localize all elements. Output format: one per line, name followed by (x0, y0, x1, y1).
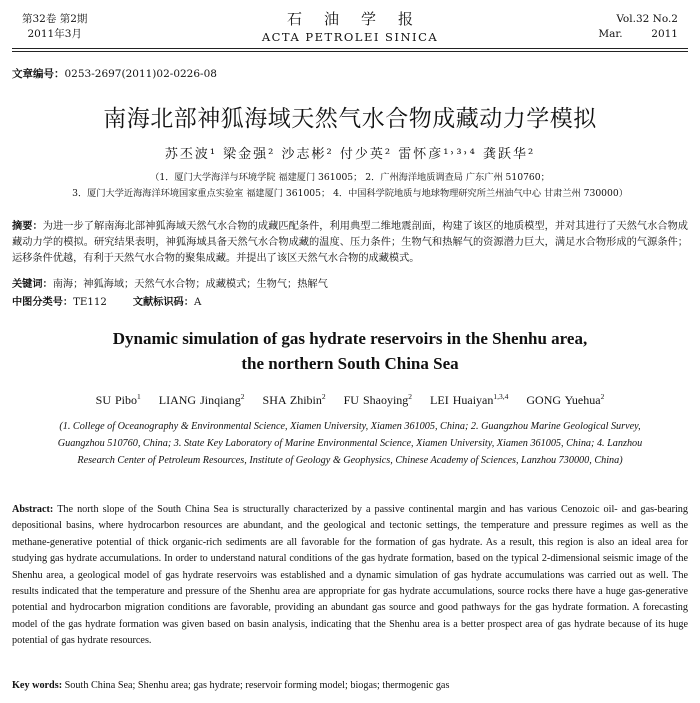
month-en: Mar. (598, 28, 623, 40)
keywords-cn (12, 275, 688, 290)
abstract-cn (12, 218, 688, 267)
header-rule-thin (12, 51, 688, 52)
author-name: SU Pibo (95, 393, 138, 407)
date-cn: 2011年3月 (27, 28, 82, 40)
abstract-cn-text: 为进一步了解南海北部神狐海域天然气水合物的成藏匹配条件，利用典型二维地震剖面，构建了该区的地质模型，并对其进行了天然气水合物成藏动力学的模拟。研究结果表明，神狐海域具备天然气水合物成藏的温度、压力条件；生物气和热解气的资源潜力巨大，满足水合物形成的气源条件；运移条件优越，有利于天然气水合物的聚集成藏。并提出了该区天然气水合物的成藏模式。 (12, 221, 688, 264)
issue-info-en (598, 12, 678, 42)
author-name: SHA Zhibin (262, 393, 322, 407)
authors-en (0, 392, 700, 408)
abstract-en-text: The north slope of the South China Sea is structurally characterized by a passive continental margin and has various Cenozoic oil- and gas-bearing depositional basins, where hydrocarbon resources are abundant, and the geological and tectonic settings, the temperature and pressure regimes as well as the methane-generative potential of thick organic-rich sediments are all favorable for the formation of gas hydrate. As a result, this region is also an ideal area for studying gas hydrate accumulations. In order to understand natural conditions of the gas hydrate formation, based on the typical 2-dimensional seismic image of the Shenhu area, a geological model of gas hydrate reservoirs was established and a dynamic simulation of gas hydrate accumulations was carried out as well. The results indicated that the temperature and pressure of the Shenhu area are appropriate for gas hydrate accumulations, source rocks there have a huge gas-generative potential and hydrocarbon migration conditions are favorable, providing an abundant gas source and good pathways for the gas hydrate formation. A forecasting model of the gas hydrate formation was given based on basin analysis, indicating that the Shenhu area is a better prospect area of gas hydrate because of its huge potential of gas hydrate resources. (12, 504, 688, 647)
keywords-en-label: Key words: (12, 680, 63, 691)
author-name: LIANG Jinqiang (158, 393, 241, 407)
journal-header (12, 10, 688, 46)
header-rule-thick (12, 48, 688, 49)
author-sup: 2 (408, 392, 413, 401)
author-en (344, 392, 412, 408)
journal-name-en: ACTA PETROLEI SINICA (261, 30, 439, 44)
clc-value: TE112 (73, 297, 107, 308)
abstract-en-label: Abstract: (12, 504, 54, 515)
keywords-cn-text: 南海；神狐海域；天然气水合物；成藏模式；生物气；热解气 (52, 279, 328, 290)
author-name: FU Shaoying (343, 393, 409, 407)
article-number-label: 文章编号： (12, 68, 65, 80)
title-en (0, 326, 700, 376)
date-en (598, 27, 678, 42)
author-en (430, 392, 508, 408)
article-number-value: 0253-2697(2011)02-0226-08 (64, 68, 217, 80)
volume-issue-en: Vol.32 No.2 (616, 13, 678, 25)
doc-code-label: 文献标识码： (132, 296, 194, 308)
journal-name-cn: 石油学报 (286, 10, 435, 28)
author-sup: 2 (600, 392, 605, 401)
article-number (12, 66, 217, 81)
author-en (526, 392, 604, 408)
author-name: GONG Yuehua (526, 393, 601, 407)
author-sup: 1,3,4 (493, 392, 509, 401)
journal-name (12, 10, 688, 45)
author-sup: 1 (137, 392, 141, 401)
affiliation-cn-line1: （1．厦门大学海洋与环境学院 福建厦门 361005； 2．广州海洋地质调查局 广东广州 510760； (150, 172, 550, 183)
year-en: 2011 (651, 28, 678, 40)
affiliation-cn-line2: 3．厦门大学近海海洋环境国家重点实验室 福建厦门 361005； 4．中国科学院地质与地球物理研究所兰州油气中心 甘肃兰州 730000） (72, 188, 628, 199)
keywords-en (12, 680, 688, 691)
title-en-line2: the northern South China Sea (241, 354, 459, 373)
author-en (96, 392, 141, 408)
author-name: LEI Huaiyan (430, 393, 494, 407)
author-sup: 2 (321, 392, 326, 401)
title-cn: 南海北部神狐海域天然气水合物成藏动力学模拟 (103, 106, 597, 132)
abstract-en (12, 502, 688, 650)
abstract-cn-label: 摘要： (12, 220, 43, 232)
title-en-line1: Dynamic simulation of gas hydrate reservoirs in the Shenhu area, (112, 329, 588, 348)
clc-label: 中图分类号： (12, 296, 74, 308)
author-en (159, 392, 245, 408)
author-en (263, 392, 326, 408)
keywords-en-text: South China Sea; Shenhu area; gas hydrate; reservoir forming model; biogas; thermogenic gas (64, 680, 450, 691)
authors-cn: 苏丕波¹ 梁金强² 沙志彬² 付少英² 雷怀彦¹˒³˒⁴ 龚跃华² (164, 147, 536, 162)
author-sup: 2 (240, 392, 245, 401)
doc-code-value: A (193, 297, 202, 308)
affiliations-en: (1. College of Oceanography & Environmental Science, Xiamen University, Xiamen 361005, China; 2. Guangzhou Marine Geological Survey, Guangzhou 510760, China; 3. State Key Laboratory of Marine Environmental Science, Xiamen University, Xiamen 361005, China; 4. Lanzhou Research Center of Petroleum Resources, Institute of Geology & Geophysics, Chinese Academy of Sciences, Lanzhou 730000, China) (57, 421, 643, 466)
volume-issue-cn: 第32卷 第2期 (22, 13, 88, 25)
classification-cn (12, 293, 688, 308)
keywords-cn-label: 关键词： (12, 278, 53, 290)
